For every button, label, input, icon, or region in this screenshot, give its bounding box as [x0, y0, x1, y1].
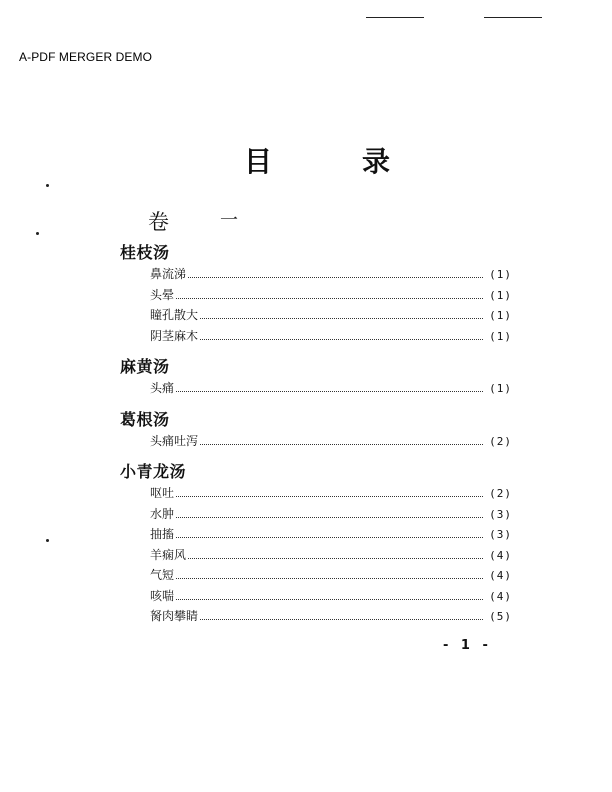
- section-title: 小青龙汤: [120, 462, 187, 481]
- toc-entry[interactable]: [150, 606, 512, 627]
- entry-page: (1): [489, 288, 512, 302]
- scan-speck: [36, 232, 39, 235]
- toc-entry[interactable]: [150, 483, 512, 504]
- entry-page: (1): [489, 309, 512, 322]
- toc-entry[interactable]: [150, 545, 512, 566]
- dot-leader: [176, 517, 483, 518]
- toc-entry[interactable]: [150, 264, 512, 285]
- toc-entry[interactable]: [150, 565, 512, 586]
- toc-section: [120, 242, 520, 346]
- toc-entry[interactable]: [150, 524, 512, 545]
- dot-leader: [176, 391, 483, 392]
- watermark: A-PDF MERGER DEMO: [19, 50, 153, 64]
- scan-speck: [46, 184, 49, 187]
- dot-leader: [176, 537, 483, 538]
- entry-label: 气短: [150, 568, 175, 582]
- entry-page: (4): [489, 589, 512, 603]
- scan-speck: [46, 539, 49, 542]
- dot-leader: [176, 496, 483, 497]
- page-title: [0, 140, 612, 180]
- entry-page: (5): [489, 610, 512, 623]
- dot-leader: [200, 619, 483, 620]
- header-rule-left: [366, 17, 424, 18]
- toc-entry[interactable]: [150, 504, 512, 525]
- entry-label: 咳喘: [150, 588, 175, 603]
- header-rule-right: [484, 17, 542, 18]
- entry-page: (1): [489, 329, 512, 343]
- toc-entry[interactable]: [150, 285, 512, 306]
- entry-page: (4): [489, 548, 512, 562]
- dot-leader: [188, 558, 483, 559]
- entry-label: 头痛: [150, 381, 175, 395]
- section-title: 桂枝汤: [120, 243, 170, 262]
- volume-number: 一: [220, 210, 238, 231]
- toc-entry[interactable]: [150, 305, 512, 326]
- entry-page: (4): [489, 569, 512, 582]
- toc-entry[interactable]: [150, 431, 512, 452]
- toc-entry[interactable]: [150, 586, 512, 607]
- entry-page: (3): [489, 507, 512, 521]
- entry-label: 胬肉攀睛: [150, 609, 199, 623]
- toc-section: [120, 461, 520, 627]
- page-number: - 1 -: [443, 638, 492, 653]
- dot-leader: [176, 298, 483, 299]
- dot-leader: [176, 599, 483, 600]
- entry-page: (2): [489, 434, 512, 448]
- toc-entry[interactable]: [150, 326, 512, 347]
- dot-leader: [176, 578, 483, 579]
- table-of-contents: [120, 242, 520, 627]
- entry-label: 水肿: [150, 506, 175, 521]
- entry-label: 呕吐: [150, 486, 175, 500]
- entry-label: 抽搐: [150, 527, 175, 541]
- entry-page: (1): [489, 268, 512, 281]
- dot-leader: [188, 277, 483, 278]
- section-title: 葛根汤: [120, 409, 170, 429]
- entry-page: (2): [489, 487, 512, 500]
- entry-label: 羊痫风: [150, 547, 187, 562]
- entry-label: 鼻流涕: [150, 267, 187, 281]
- page-title-char-2: 录: [362, 145, 391, 178]
- toc-entry[interactable]: [150, 378, 512, 399]
- toc-section: [120, 356, 520, 399]
- entry-label: 头痛吐泻: [150, 433, 199, 448]
- entry-label: 瞳孔散大: [150, 308, 199, 322]
- dot-leader: [200, 339, 483, 340]
- toc-section: [120, 409, 520, 452]
- entry-page: (1): [489, 382, 512, 395]
- entry-page: (3): [489, 528, 512, 541]
- dot-leader: [200, 444, 483, 445]
- entry-label: 头晕: [150, 287, 175, 302]
- volume-label: 卷: [148, 210, 169, 234]
- entry-label: 阴茎麻木: [150, 328, 199, 343]
- section-title: 麻黄汤: [120, 357, 170, 376]
- dot-leader: [200, 318, 483, 319]
- page-title-char-1: 目: [244, 145, 273, 178]
